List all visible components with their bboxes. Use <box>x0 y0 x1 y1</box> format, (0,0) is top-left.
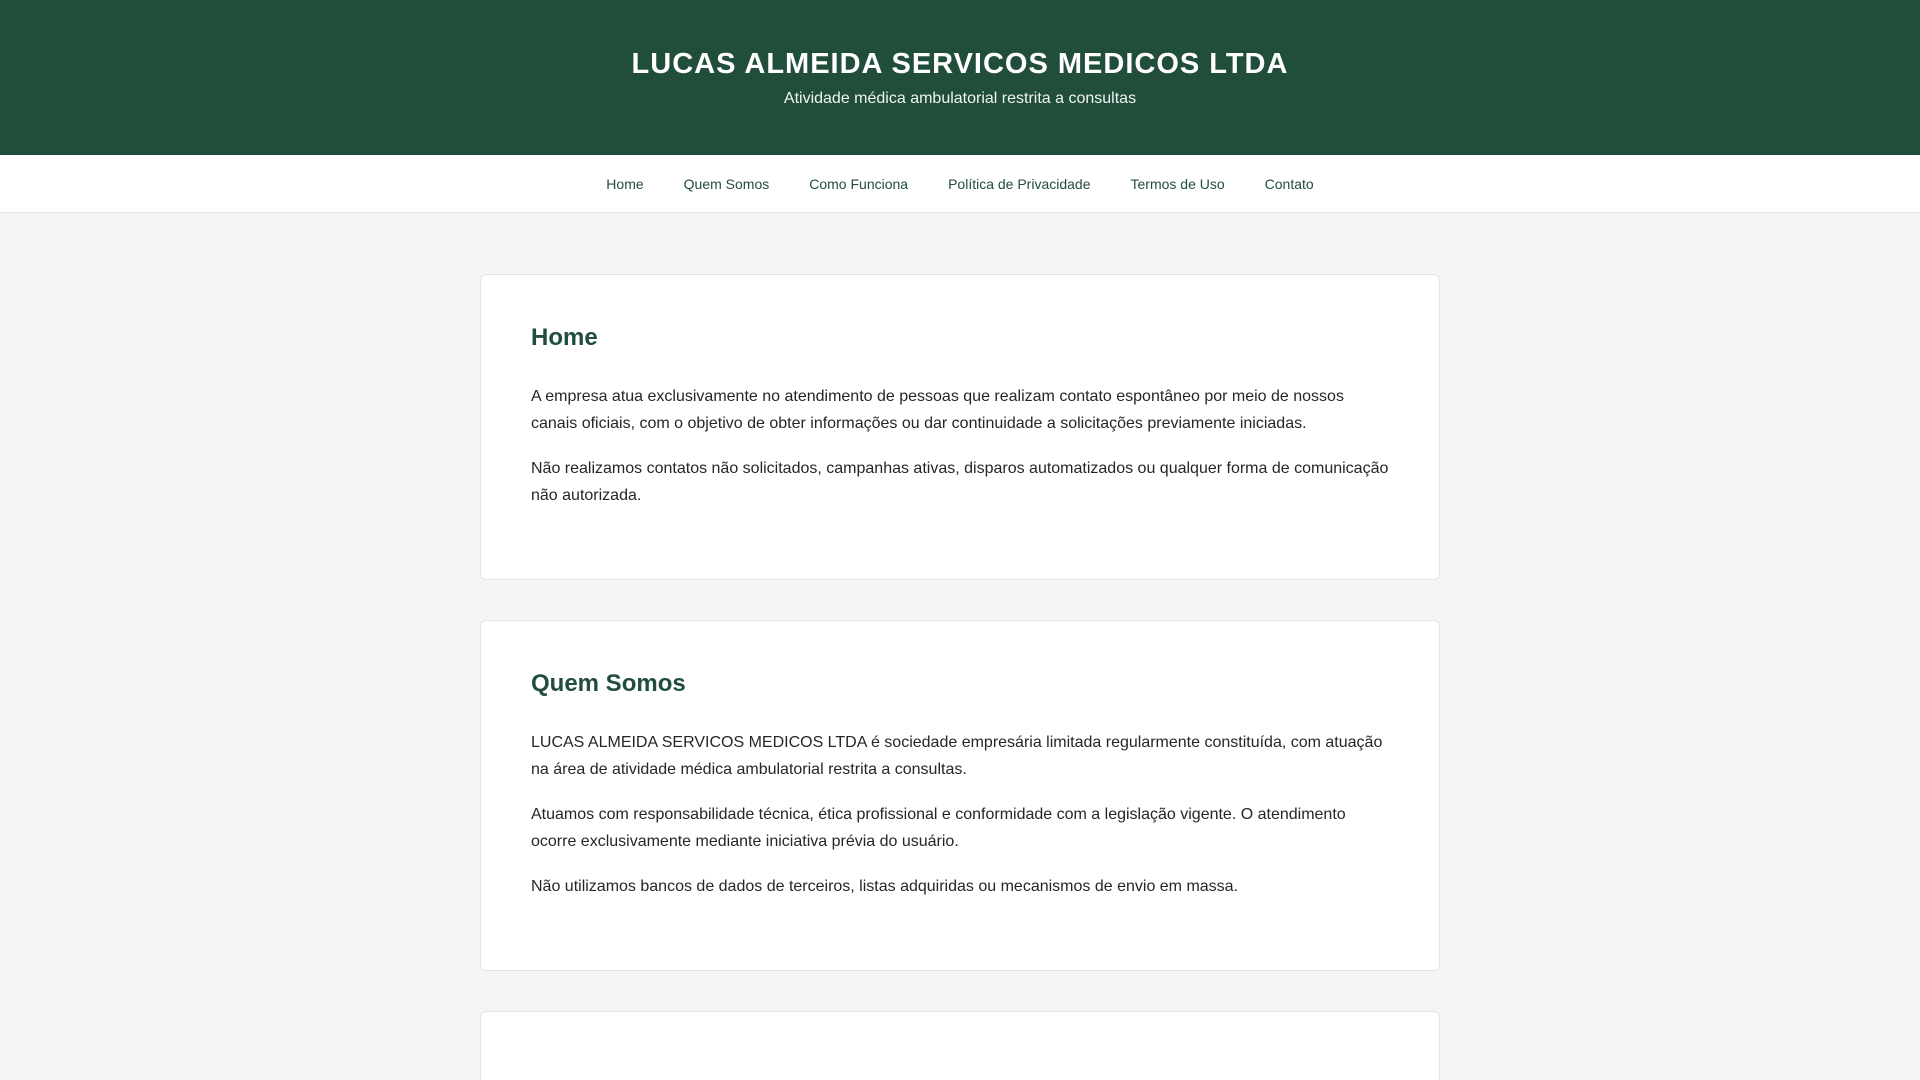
main-nav <box>0 155 1920 213</box>
section-paragraph: LUCAS ALMEIDA SERVICOS MEDICOS LTDA é sociedade empresária limitada regularmente constituída, com atuação na área de atividade médica ambulatorial restrita a consultas. <box>531 734 1383 778</box>
section-next <box>480 1011 1440 1080</box>
company-title: LUCAS ALMEIDA SERVICOS MEDICOS LTDA <box>631 48 1289 80</box>
nav-link-termos-uso[interactable]: Termos de Uso <box>1130 175 1225 192</box>
nav-link-contato[interactable]: Contato <box>1264 175 1314 192</box>
main-content <box>480 213 1440 1080</box>
section-home <box>480 274 1440 580</box>
section-paragraph: Atuamos com responsabilidade técnica, ética profissional e conformidade com a legislação vigente. O atendimento ocorre exclusivamente mediante iniciativa prévia do usuário. <box>531 806 1346 850</box>
nav-link-politica-privacidade[interactable]: Política de Privacidade <box>948 175 1091 192</box>
nav-link-como-funciona[interactable]: Como Funciona <box>809 175 909 192</box>
section-quem-somos <box>480 620 1440 971</box>
section-heading: Home <box>531 324 598 351</box>
nav-link-home[interactable]: Home <box>606 175 644 192</box>
site-header <box>0 0 1920 155</box>
section-paragraph: A empresa atua exclusivamente no atendimento de pessoas que realizam contato espontâneo por meio de nossos canais oficiais, com o objetivo de obter informações ou dar continuidade a solicitações previamente iniciadas. <box>531 388 1344 432</box>
nav-link-quem-somos[interactable]: Quem Somos <box>683 175 770 192</box>
section-paragraph: Não realizamos contatos não solicitados, campanhas ativas, disparos automatizados ou qualquer forma de comunicação não autorizada. <box>531 460 1389 504</box>
section-heading: Quem Somos <box>531 670 686 697</box>
section-paragraph: Não utilizamos bancos de dados de terceiros, listas adquiridas ou mecanismos de envio em massa. <box>531 878 1239 895</box>
company-subtitle: Atividade médica ambulatorial restrita a consultas <box>783 90 1137 107</box>
